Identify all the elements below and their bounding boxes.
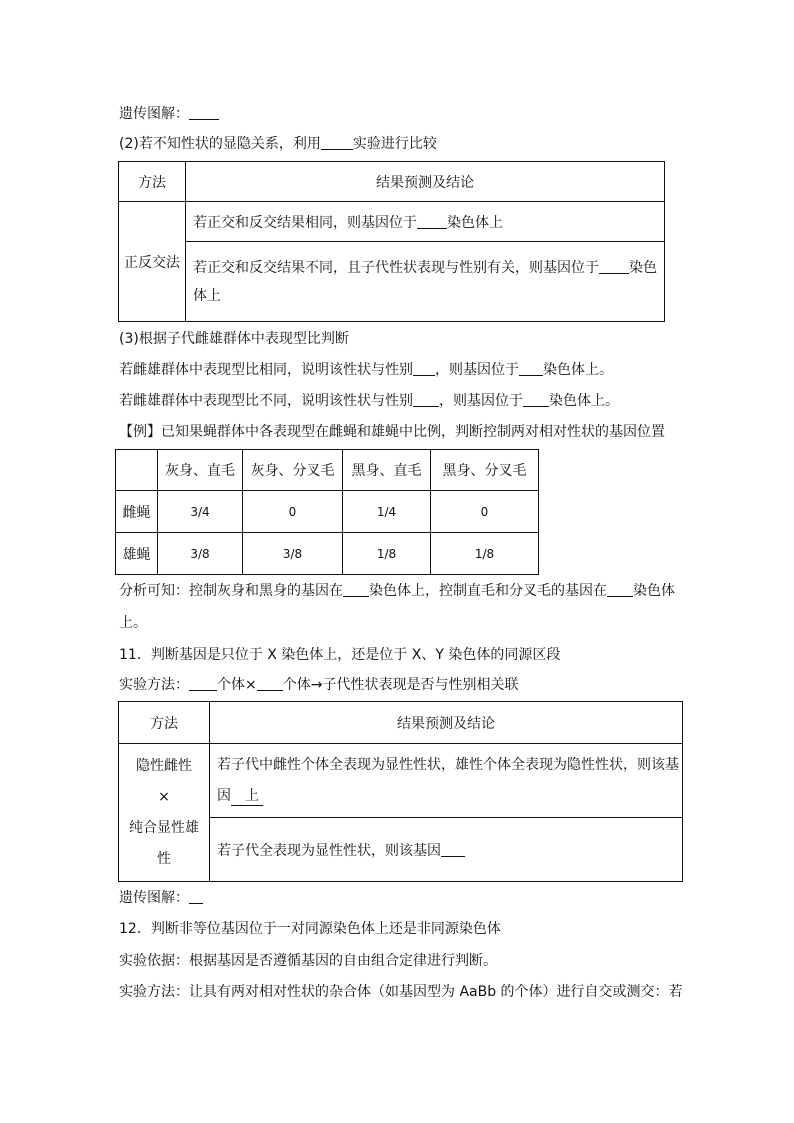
row-label-male: 雄蝇	[116, 533, 158, 575]
result-row-1	[186, 202, 665, 242]
cell: 1/8	[343, 533, 431, 575]
header-gray-straight: 灰身、直毛	[158, 450, 243, 491]
text: ，则基因位于	[439, 393, 523, 409]
text: 个体→子代性状表现是否与性别相关联	[282, 677, 519, 693]
answer-blank	[523, 391, 549, 407]
text: 若雌雄群体中表现型比相同，说明该性状与性别	[119, 362, 413, 378]
answer-blank	[321, 134, 353, 150]
text: 纯合显性雄	[129, 819, 199, 836]
text: 染色体上	[447, 214, 503, 231]
text: 实验方法：	[119, 677, 189, 693]
text: 染色	[629, 259, 657, 276]
fruit-fly-ratio-table	[115, 449, 539, 575]
genetic-diagram-line-2	[119, 888, 203, 908]
result-row-2	[210, 818, 683, 882]
text: 性	[157, 850, 171, 867]
reciprocal-cross-table	[118, 161, 665, 322]
genetic-diagram-line-1	[119, 104, 219, 124]
header-black-forked: 黑身、分叉毛	[431, 450, 539, 491]
analysis-line-continued: 上。	[119, 615, 147, 631]
result-row-1	[210, 744, 683, 818]
x-chromosome-table	[118, 701, 683, 882]
text: 染色体上。	[549, 393, 619, 409]
result-row-2	[186, 242, 665, 322]
text: 染色体上，控制直毛和分叉毛的基因在	[369, 583, 607, 599]
cell: 0	[431, 491, 539, 533]
empty-corner-cell	[116, 450, 158, 491]
text: 染色体上。	[543, 362, 613, 378]
experiment-basis-line: 实验依据：根据基因是否遵循基因的自由组合定律进行判断。	[119, 953, 497, 969]
cell: 1/8	[431, 533, 539, 575]
text: 分析可知：控制灰身和黑身的基因在	[119, 583, 343, 599]
question-11-heading: 11．判断基因是只位于 X 染色体上，还是位于 X、Y 染色体的同源区段	[119, 647, 561, 663]
answer-blank	[441, 841, 465, 857]
question-12-heading: 12．判断非等位基因位于一对同源染色体上还是非同源染色体	[119, 921, 501, 937]
row-label-female: 雌蝇	[116, 491, 158, 533]
header-result: 结果预测及结论	[186, 162, 665, 202]
text: 遗传图解：	[119, 106, 189, 122]
answer-blank-filled: 上	[231, 787, 263, 806]
header-result: 结果预测及结论	[210, 702, 683, 744]
cell: 3/8	[243, 533, 343, 575]
same-ratio-line	[119, 360, 613, 380]
text: 体上	[193, 287, 221, 304]
text: 若雌雄群体中表现型比不同，说明该性状与性别	[119, 393, 413, 409]
section-3-heading: (3)根据子代雌雄群体中表现型比判断	[119, 331, 349, 347]
answer-blank	[607, 581, 633, 597]
text: 染色体	[633, 583, 675, 599]
cell: 0	[243, 491, 343, 533]
header-method: 方法	[119, 162, 186, 202]
answer-blank	[519, 360, 543, 376]
answer-blank	[189, 888, 203, 904]
text: ×	[158, 788, 170, 805]
header-gray-forked: 灰身、分叉毛	[243, 450, 343, 491]
example-line: 【例】已知果蝇群体中各表现型在雌蝇和雄蝇中比例，判断控制两对相对性状的基因位置	[119, 424, 665, 440]
text: 因	[217, 787, 231, 804]
header-method: 方法	[119, 702, 210, 744]
experiment-method-line	[119, 675, 518, 695]
answer-blank	[413, 391, 439, 407]
cell: 3/4	[158, 491, 243, 533]
text: ，则基因位于	[435, 362, 519, 378]
text: 若子代全表现为显性性状，则该基因	[217, 842, 441, 859]
answer-blank	[343, 581, 369, 597]
answer-blank	[417, 213, 447, 229]
header-black-straight: 黑身、直毛	[343, 450, 431, 491]
text: 若子代中雌性个体全表现为显性性状，雄性个体全表现为隐性性状，则该基	[217, 756, 679, 773]
cell: 1/4	[343, 491, 431, 533]
answer-blank	[189, 104, 219, 120]
different-ratio-line	[119, 391, 619, 411]
answer-blank	[189, 675, 217, 691]
text: (2)若不知性状的显隐关系，利用	[119, 136, 321, 152]
text: 若正交和反交结果相同，则基因位于	[193, 214, 417, 231]
reciprocal-cross-intro	[119, 134, 437, 154]
text: 遗传图解：	[119, 890, 189, 906]
method-cell: 正反交法	[119, 202, 186, 322]
text: 隐性雌性	[136, 757, 192, 774]
experiment-method-line-2: 实验方法：让具有两对相对性状的杂合体（如基因型为 AaBb 的个体）进行自交或测交：若	[119, 984, 683, 1000]
analysis-line	[119, 581, 675, 601]
answer-blank	[257, 675, 283, 691]
method-cell	[119, 744, 210, 882]
answer-blank	[599, 258, 629, 274]
text: 个体×	[217, 677, 257, 693]
text: 若正交和反交结果不同，且子代性状表现与性别有关，则基因位于	[193, 259, 599, 276]
cell: 3/8	[158, 533, 243, 575]
answer-blank	[413, 360, 435, 376]
text: 实验进行比较	[352, 136, 437, 152]
